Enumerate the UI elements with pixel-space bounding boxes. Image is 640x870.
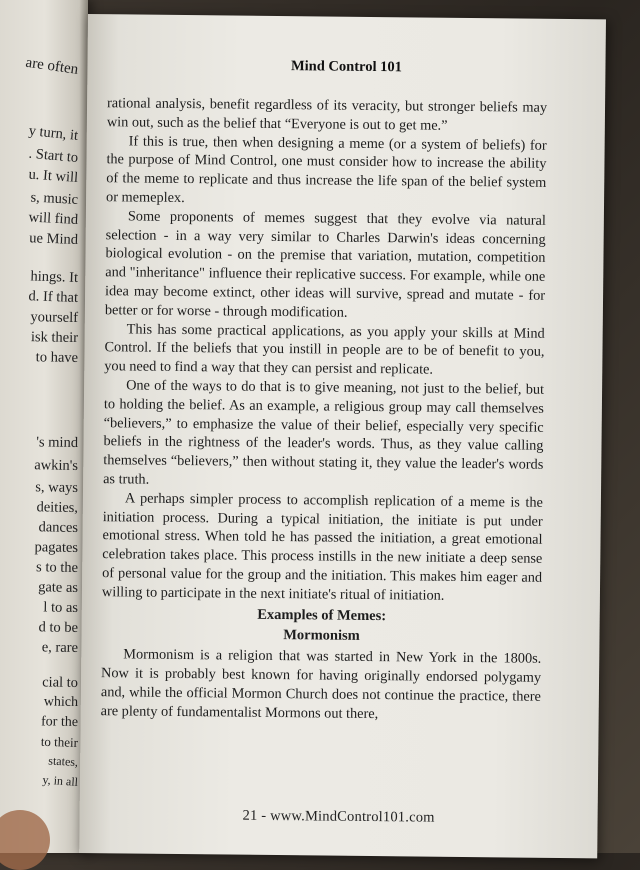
right-page <box>79 14 606 858</box>
paragraph-2: If this is true, then when designing a meme (or a system of beliefs) for the purpose of Mind Control, one must consider how to increase the ability of the meme to replicate and thus increase the life span of the belief system or memeplex. <box>105 133 547 207</box>
left-page-text-fragment: for the <box>40 714 79 730</box>
left-page-text-fragment: d to be <box>38 619 79 636</box>
left-page-text-fragment: isk their <box>30 329 79 346</box>
paragraph-1: rational analysis, benefit regardless of its veracity, but stronger beliefs may win out, such as the belief that “Everyone is out to get me.” <box>106 95 548 134</box>
running-header: Mind Control 101 <box>290 58 402 76</box>
left-page-text-fragment: awkin's <box>34 457 79 474</box>
left-page-text-fragment: deities, <box>36 499 79 516</box>
paragraph-5: One of the ways to do that is to give meaning, not just to the belief, but to holding the belief. As an example, a religious group may call themselves “believers,” to emphasize the value of their belief, especially very specific beliefs in the rightness of the leader's words. Thus, as they value calling themselves “believers,” then without stating it, they value the leader's words as truth. <box>103 377 545 488</box>
left-page-text-fragment: d. If that <box>28 288 79 306</box>
left-page <box>0 0 88 853</box>
paragraph-4: This has some practical applications, as you apply your skills at Mind Control. If the beliefs that you instill in people are to be of benefit to you, you need to find a way that they can persist and replicate. <box>104 320 545 378</box>
left-page-text-fragment: l to as <box>43 599 79 616</box>
left-page-text-fragment: s, ways <box>35 479 79 496</box>
left-page-text-fragment: are often <box>24 54 80 78</box>
left-page-text-fragment: y, in all <box>42 772 79 789</box>
left-page-text-fragment: which <box>43 694 79 710</box>
left-page-text-fragment: to their <box>40 733 79 750</box>
paragraph-7: Mormonism is a religion that was started in New York in the 1800s. Now it is probably best known for having originally endorsed polygamy and, while the official Mormon Church does not continue the practice, there are plenty of fundamentalist Mormons out there, <box>100 646 542 722</box>
paragraph-3: Some proponents of memes suggest that they evolve via natural selection - in a way very similar to Charles Darwin's ideas concerning biological evolution - on the premise that variation, mutation, competition and "inheritance" influence their replicative success. For example, while one idea may become extinct, other ideas will survive, spread and mutate - for better or for worse - through modification. <box>104 208 546 321</box>
left-page-text-fragment: dances <box>38 519 79 536</box>
section-heading: Examples of Memes: <box>257 606 387 624</box>
left-page-text-fragment: e, rare <box>41 639 79 656</box>
left-page-text-fragment: y turn, it <box>27 122 79 144</box>
left-page-text-fragment: gate as <box>38 579 79 596</box>
left-page-text-fragment: 's mind <box>36 434 79 451</box>
page-footer: 21 - www.MindControl101.com <box>242 807 435 826</box>
left-page-text-fragment: s, music <box>30 189 79 208</box>
paragraph-6: A perhaps simpler process to accomplish replication of a meme is the initiation process. During a typical initiation, the initiate is put under emotional stress. When told he has passed the initiation, a great emotional celebration takes place. This process instills in the new initiate a deep sense of personal value for the group and the initiation. This makes him eager and willing to participate in the next initiate's ritual of initiation. <box>101 490 543 604</box>
left-page-text-fragment: states, <box>48 753 79 769</box>
left-page-text-fragment: u. It will <box>28 166 79 186</box>
left-page-text-fragment: ue Mind <box>29 230 79 248</box>
subheading: Mormonism <box>283 627 360 645</box>
left-page-text-fragment: to have <box>35 349 79 366</box>
left-page-text-fragment: s to the <box>35 559 79 576</box>
body-text <box>101 94 548 725</box>
left-page-text-fragment: will find <box>28 209 79 228</box>
left-page-text-fragment: . Start to <box>27 145 79 166</box>
left-page-text-fragment: hings. It <box>30 268 79 286</box>
left-page-text-fragment: cial to <box>42 674 79 691</box>
left-page-text-fragment: pagates <box>34 539 79 556</box>
left-page-text-fragment: yourself <box>30 309 79 326</box>
